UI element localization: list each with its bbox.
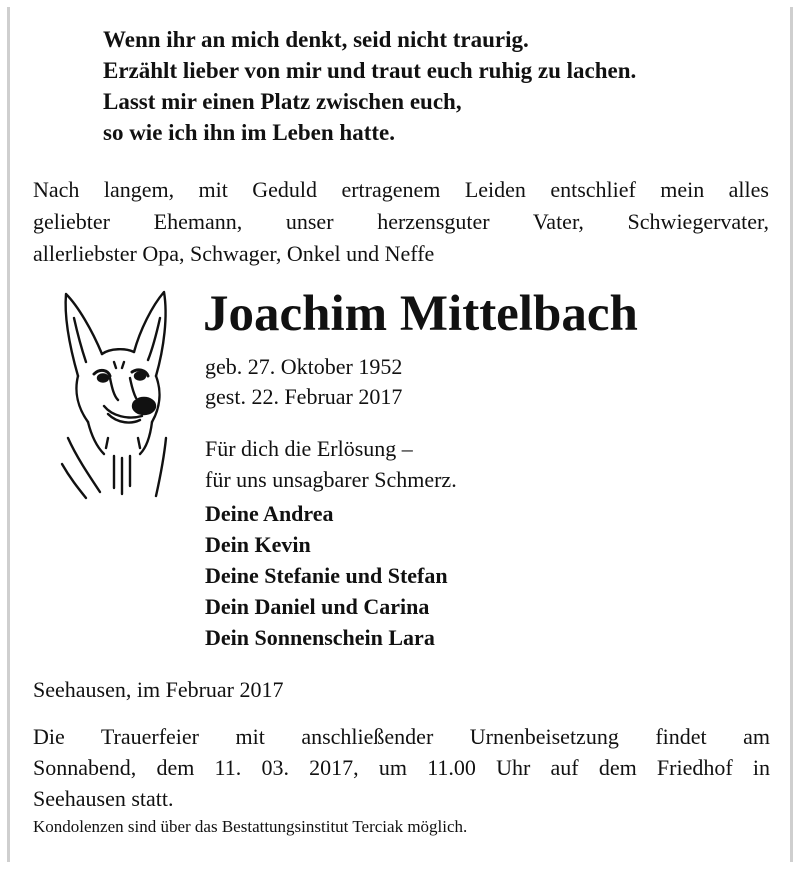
poem-line: so wie ich ihn im Leben hatte. bbox=[103, 120, 395, 145]
poem bbox=[103, 24, 636, 148]
service-line: Sonnabend, dem 11. 03. 2017, um 11.00 Uhr auf dem Friedhof in bbox=[33, 755, 770, 780]
intro-line: allerliebster Opa, Schwager, Onkel und Neffe bbox=[33, 241, 435, 266]
poem-line: Erzählt lieber von mir und traut euch ruhig zu lachen. bbox=[103, 58, 637, 83]
life-dates bbox=[205, 352, 402, 412]
family-member: Deine Andrea bbox=[205, 501, 334, 526]
dog-sketch-icon bbox=[48, 288, 188, 518]
closing-line: für uns unsagbarer Schmerz. bbox=[205, 467, 457, 492]
family-list bbox=[205, 498, 448, 653]
family-member: Dein Daniel und Carina bbox=[205, 594, 430, 619]
service-line: Seehausen statt. bbox=[33, 786, 174, 811]
deceased-name: Joachim Mittelbach bbox=[203, 286, 638, 342]
service-info bbox=[33, 721, 770, 814]
place-date: Seehausen, im Februar 2017 bbox=[33, 677, 284, 702]
closing-words bbox=[205, 433, 457, 495]
intro-text bbox=[33, 174, 769, 270]
intro-line: Nach langem, mit Geduld ertragenem Leiden entschlief mein alles bbox=[33, 177, 769, 202]
death-date: gest. 22. Februar 2017 bbox=[205, 384, 403, 409]
condolence-note: Kondolenzen sind über das Bestattungsinstitut Terciak möglich. bbox=[33, 817, 468, 836]
family-member: Dein Kevin bbox=[205, 532, 311, 557]
poem-line: Wenn ihr an mich denkt, seid nicht traurig. bbox=[103, 27, 529, 52]
service-line: Die Trauerfeier mit anschließender Urnenbeisetzung findet am bbox=[33, 724, 770, 749]
family-member: Dein Sonnenschein Lara bbox=[205, 625, 435, 650]
intro-line: geliebter Ehemann, unser herzensguter Vater, Schwiegervater, bbox=[33, 209, 769, 234]
poem-line: Lasst mir einen Platz zwischen euch, bbox=[103, 89, 462, 114]
family-member: Deine Stefanie und Stefan bbox=[205, 563, 448, 588]
closing-line: Für dich die Erlösung – bbox=[205, 436, 413, 461]
birth-date: geb. 27. Oktober 1952 bbox=[205, 354, 403, 379]
